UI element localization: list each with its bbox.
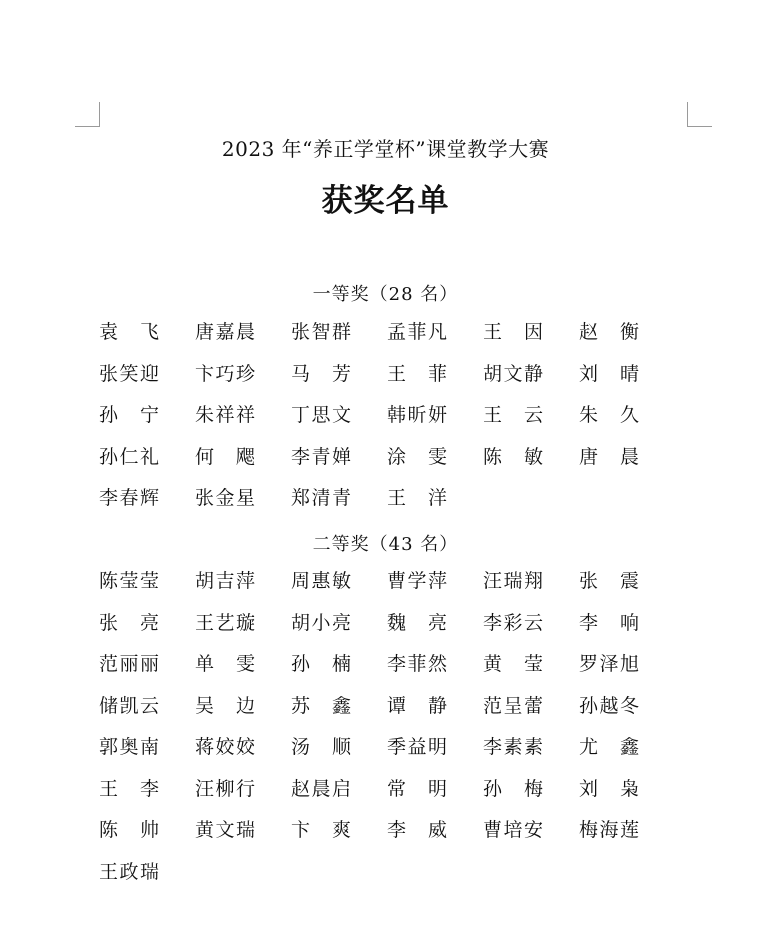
award-name: 黄 文 瑞 <box>195 819 255 841</box>
award-name: 唐 嘉 晨 <box>195 321 255 343</box>
award-name: 王 洋 <box>387 487 447 509</box>
award-name: 唐 晨 <box>579 445 639 468</box>
award-name: 袁 飞 <box>99 321 159 343</box>
award-name: 范 呈 蕾 <box>483 694 543 717</box>
award-name: 郑 清 青 <box>291 487 351 509</box>
award-name: 罗 泽 旭 <box>579 653 639 675</box>
crop-mark-top-right <box>687 102 712 127</box>
award-name: 朱 祥 祥 <box>195 404 255 426</box>
section-title-second-prize: 二等奖（43 名） <box>312 534 459 555</box>
award-name: 李 威 <box>387 819 447 841</box>
award-name: 张 笑 迎 <box>99 362 159 385</box>
award-name: 李 春 辉 <box>99 487 159 509</box>
award-name: 周 惠 敏 <box>291 570 351 592</box>
award-name: 王 艺 璇 <box>195 611 255 634</box>
award-name: 谭 静 <box>387 694 447 717</box>
award-name: 胡 吉 萍 <box>195 570 255 592</box>
award-name: 赵 衡 <box>579 321 639 343</box>
award-name: 赵 晨 启 <box>291 777 351 800</box>
award-name: 韩 昕 妍 <box>387 404 447 426</box>
award-name: 汪 瑞 翔 <box>483 570 543 592</box>
section-title-first-prize: 一等奖（28 名） <box>312 284 459 305</box>
award-name: 何 飔 <box>195 445 255 468</box>
award-name: 孙 越 冬 <box>579 694 639 717</box>
award-name: 单 雯 <box>195 653 255 675</box>
award-name: 梅 海 莲 <box>579 819 639 841</box>
award-name: 郭 奥 南 <box>99 736 159 758</box>
award-name: 卞 巧 珍 <box>195 362 255 385</box>
second-prize-name-list <box>99 566 675 898</box>
award-name: 胡 小 亮 <box>291 611 351 634</box>
award-name: 刘 枭 <box>579 777 639 800</box>
first-prize-name-list <box>99 317 675 525</box>
award-name: 李 素 素 <box>483 736 543 758</box>
award-name: 吴 边 <box>195 694 255 717</box>
award-name: 马 芳 <box>291 362 351 385</box>
award-name: 陈 敏 <box>483 445 543 468</box>
award-name: 季 益 明 <box>387 736 447 758</box>
award-name: 尤 鑫 <box>579 736 639 758</box>
award-name: 丁 思 文 <box>291 404 351 426</box>
award-name: 苏 鑫 <box>291 694 351 717</box>
award-name: 朱 久 <box>579 404 639 426</box>
award-name: 孟 菲 凡 <box>387 321 447 343</box>
award-name: 孙 仁 礼 <box>99 445 159 468</box>
award-name: 蒋 姣 姣 <box>195 736 255 758</box>
award-name: 孙 楠 <box>291 653 351 675</box>
award-name: 曹 培 安 <box>483 819 543 841</box>
award-name: 王 因 <box>483 321 543 343</box>
document-heading: 获奖名单 <box>321 183 450 219</box>
award-name: 李 彩 云 <box>483 611 543 634</box>
award-name: 张 亮 <box>99 611 159 634</box>
document-title: 2023 年“养正学堂杯”课堂教学大赛 <box>221 137 550 161</box>
award-name: 李 青 婵 <box>291 445 351 468</box>
award-name: 常 明 <box>387 777 447 800</box>
award-name: 陈 莹 莹 <box>99 570 159 592</box>
award-name: 李 菲 然 <box>387 653 447 675</box>
award-name: 王 云 <box>483 404 543 426</box>
award-name: 汪 柳 行 <box>195 777 255 800</box>
award-name: 孙 梅 <box>483 777 543 800</box>
award-name: 刘 晴 <box>579 362 639 385</box>
award-name: 李 响 <box>579 611 639 634</box>
award-name: 储 凯 云 <box>99 694 159 717</box>
award-name: 王 李 <box>99 777 159 800</box>
award-name: 王 政 瑞 <box>99 860 159 883</box>
crop-mark-top-left <box>75 102 100 127</box>
award-name: 张 智 群 <box>291 321 351 343</box>
award-name: 曹 学 萍 <box>387 570 447 592</box>
award-name: 王 菲 <box>387 362 447 385</box>
award-name: 黄 莹 <box>483 653 543 675</box>
award-name: 胡 文 静 <box>483 362 543 385</box>
award-name: 范 丽 丽 <box>99 653 159 675</box>
award-name: 孙 宁 <box>99 404 159 426</box>
award-name: 汤 顺 <box>291 736 351 758</box>
award-name: 涂 雯 <box>387 445 447 468</box>
award-name: 卞 爽 <box>291 819 351 841</box>
award-name: 张 金 星 <box>195 487 255 509</box>
award-name: 张 震 <box>579 570 639 592</box>
award-name: 魏 亮 <box>387 611 447 634</box>
award-name: 陈 帅 <box>99 819 159 841</box>
